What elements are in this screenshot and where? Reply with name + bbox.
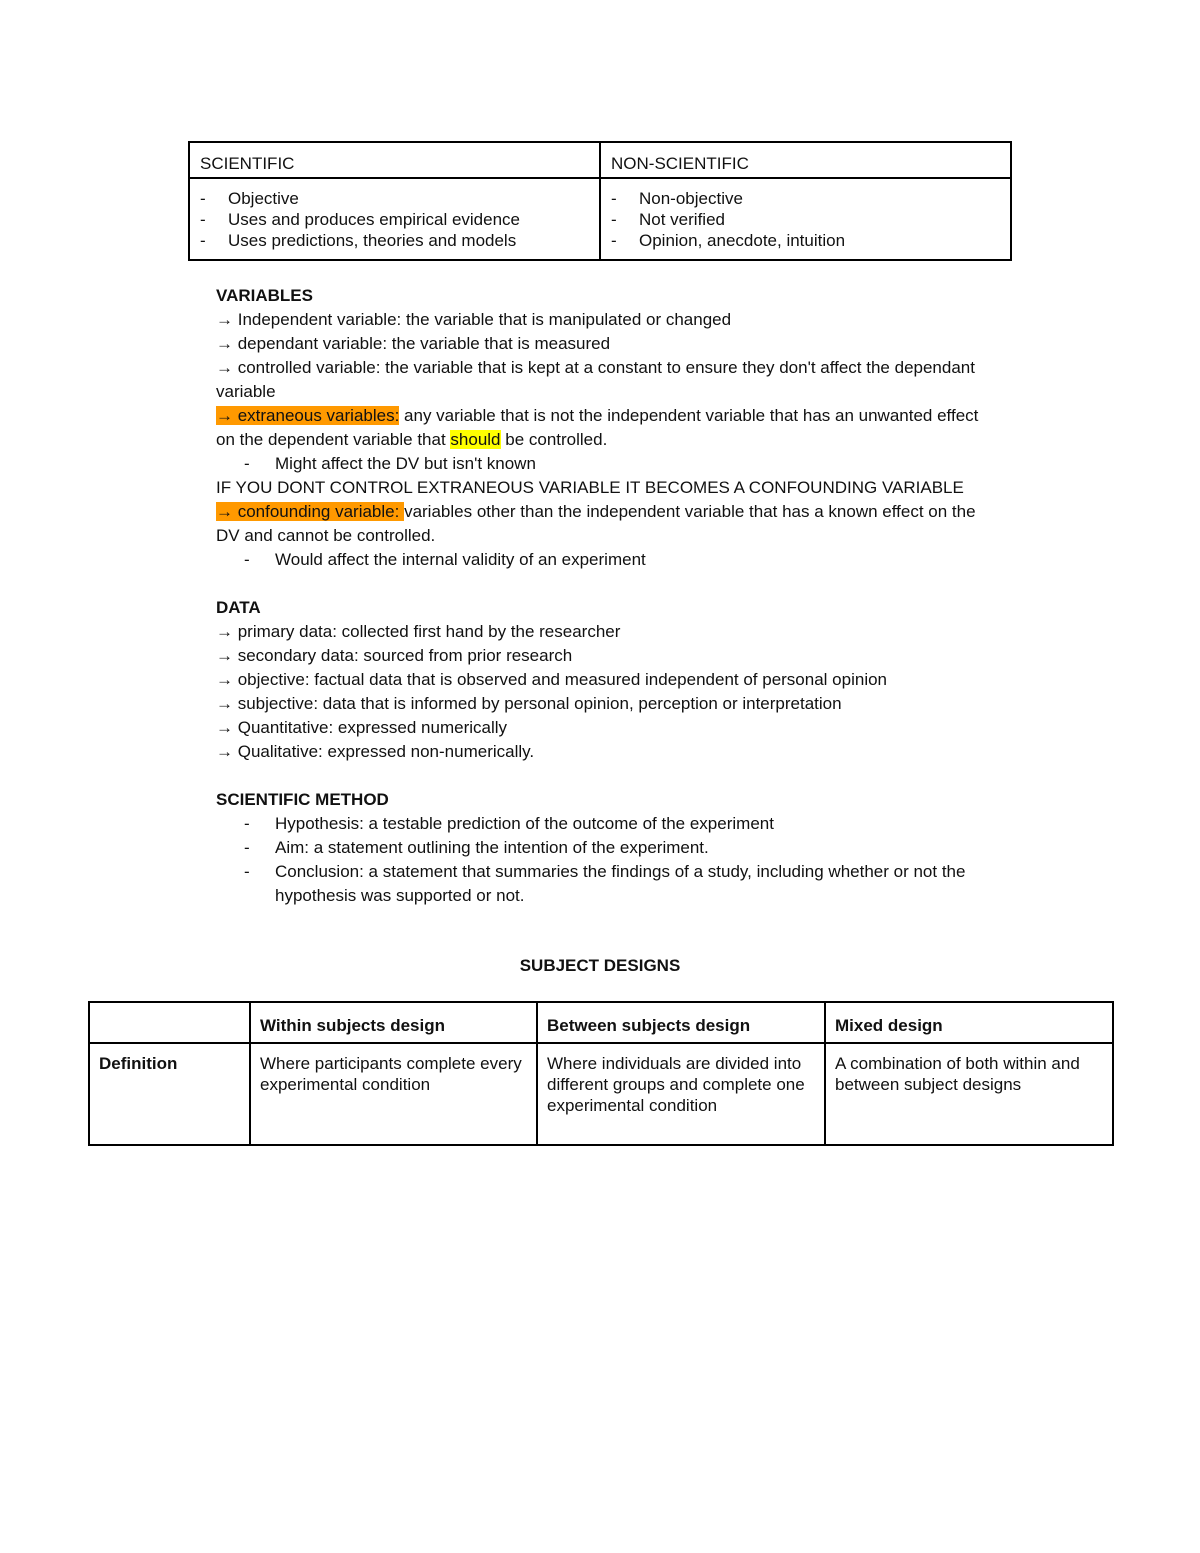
mixed-design-definition: A combination of both within and between subject designs bbox=[825, 1043, 1113, 1145]
list-item: - Conclusion: a statement that summaries the findings of a study, including whether or not the hypothesis was supported or not. bbox=[275, 860, 996, 908]
dependant-variable-line: → dependant variable: the variable that is measured bbox=[216, 334, 611, 353]
mixed-design-header: Mixed design bbox=[825, 1002, 1113, 1043]
extraneous-variable-line bbox=[216, 404, 996, 452]
scientific-header: SCIENTIFIC bbox=[189, 142, 600, 178]
between-subjects-header: Between subjects design bbox=[537, 1002, 825, 1043]
data-heading: DATA bbox=[216, 598, 261, 617]
extraneous-notes bbox=[216, 452, 996, 476]
data-item: → Quantitative: expressed numerically bbox=[216, 718, 508, 737]
corner-cell bbox=[89, 1002, 250, 1043]
data-item: → objective: factual data that is observed and measured independent of personal opinion bbox=[216, 670, 888, 689]
data-item: → secondary data: sourced from prior research bbox=[216, 646, 573, 665]
list-item: - Uses predictions, theories and models bbox=[228, 230, 589, 251]
confounding-notes bbox=[216, 548, 996, 572]
data-item: → Qualitative: expressed non-numerically. bbox=[216, 742, 535, 761]
independent-variable-line: → Independent variable: the variable that is manipulated or changed bbox=[216, 310, 732, 329]
extraneous-term-highlight: → extraneous variables: bbox=[216, 406, 400, 425]
should-highlight: should bbox=[450, 430, 501, 449]
extraneous-text-end: be controlled. bbox=[500, 430, 608, 449]
definition-label: Definition bbox=[89, 1043, 250, 1145]
confounding-term-highlight: → confounding variable: bbox=[216, 502, 405, 521]
non-scientific-cell bbox=[600, 178, 1011, 260]
extraneous-text: any variable that is not the independent variable that has an unwanted effect on the dependent variable that bbox=[216, 406, 979, 449]
list-item: - Might affect the DV but isn't known bbox=[275, 452, 996, 476]
scientific-comparison-table bbox=[188, 141, 1012, 261]
confounding-variable-line bbox=[216, 500, 996, 548]
controlled-variable-line: → controlled variable: the variable that is kept at a constant to ensure they don't affect the dependant variable bbox=[216, 358, 975, 401]
list-item: - Non-objective bbox=[639, 188, 1000, 209]
scientific-cell bbox=[189, 178, 600, 260]
data-item: → primary data: collected first hand by the researcher bbox=[216, 622, 621, 641]
list-item: - Would affect the internal validity of an experiment bbox=[275, 548, 996, 572]
confounding-text: variables other than the independent variable that has a known effect on the DV and cannot be controlled. bbox=[216, 502, 976, 545]
list-item: - Opinion, anecdote, intuition bbox=[639, 230, 1000, 251]
within-subjects-header: Within subjects design bbox=[250, 1002, 537, 1043]
subject-designs-title: SUBJECT DESIGNS bbox=[519, 956, 681, 975]
list-item: - Objective bbox=[228, 188, 589, 209]
confounding-warning: IF YOU DONT CONTROL EXTRANEOUS VARIABLE IT BECOMES A CONFOUNDING VARIABLE bbox=[216, 478, 964, 497]
within-subjects-definition: Where participants complete every experimental condition bbox=[250, 1043, 537, 1145]
variables-heading: VARIABLES bbox=[216, 286, 313, 305]
list-item: - Uses and produces empirical evidence bbox=[228, 209, 589, 230]
between-subjects-definition: Where individuals are divided into different groups and complete one experimental condition bbox=[537, 1043, 825, 1145]
subject-designs-table bbox=[88, 1001, 1114, 1146]
list-item: - Not verified bbox=[639, 209, 1000, 230]
scientific-method-heading: SCIENTIFIC METHOD bbox=[216, 790, 389, 809]
non-scientific-header: NON-SCIENTIFIC bbox=[600, 142, 1011, 178]
list-item: - Aim: a statement outlining the intention of the experiment. bbox=[275, 836, 996, 860]
notes-body bbox=[216, 284, 996, 908]
data-item: → subjective: data that is informed by personal opinion, perception or interpretation bbox=[216, 694, 842, 713]
list-item: - Hypothesis: a testable prediction of the outcome of the experiment bbox=[275, 812, 996, 836]
scientific-method-list bbox=[216, 812, 996, 908]
